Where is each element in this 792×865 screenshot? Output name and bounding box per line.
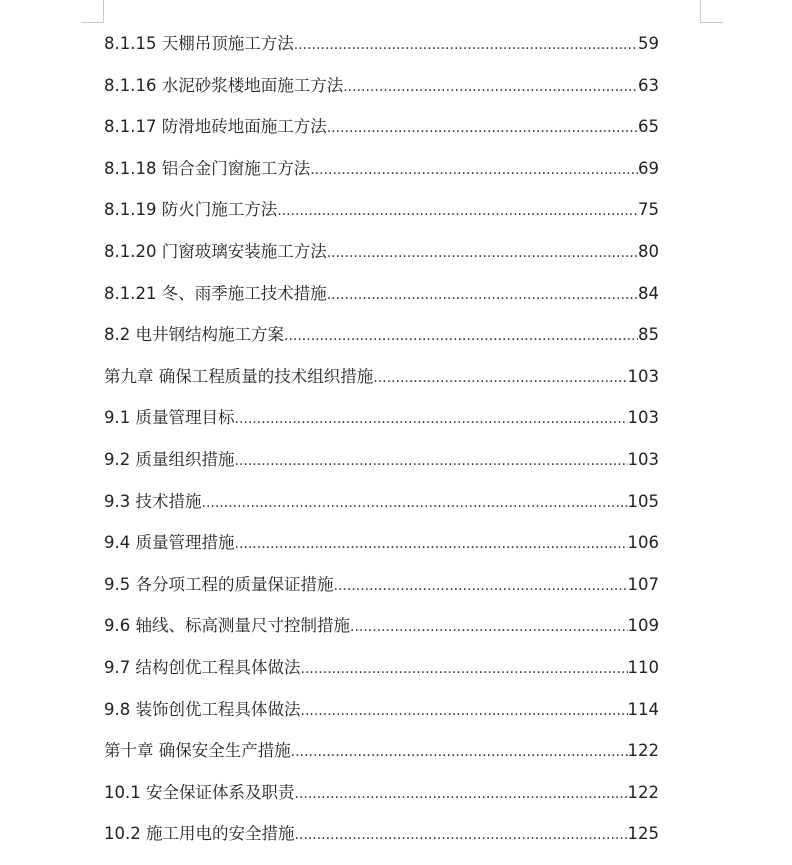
toc-entry[interactable] — [104, 106, 659, 148]
toc-entry-page: 114 — [627, 699, 659, 719]
toc-entry-title: 9.5 各分项工程的质量保证措施 — [104, 574, 334, 594]
toc-entry[interactable] — [104, 772, 659, 814]
toc-entry-page: 84 — [638, 283, 659, 303]
toc-entry-title: 8.1.15 天棚吊顶施工方法 — [104, 34, 294, 53]
toc-dot-leader — [294, 774, 627, 816]
toc-dot-leader — [294, 25, 638, 67]
toc-entry[interactable] — [104, 689, 659, 731]
toc-dot-leader — [294, 815, 627, 857]
toc-entry-title: 8.2 电井钢结构施工方案 — [104, 325, 284, 345]
toc-entry-title: 8.1.21 冬、雨季施工技术措施 — [104, 283, 327, 303]
toc-entry-page: 106 — [627, 533, 659, 553]
toc-entry[interactable] — [104, 813, 659, 855]
toc-dot-leader — [235, 441, 628, 483]
toc-entry-page: 59 — [638, 34, 659, 53]
toc-entry-title: 8.1.16 水泥砂浆楼地面施工方法 — [104, 75, 344, 95]
toc-dot-leader — [291, 732, 628, 774]
toc-entry-page: 69 — [638, 158, 659, 178]
toc-entry[interactable] — [104, 564, 659, 606]
toc-entry[interactable] — [104, 189, 659, 231]
toc-dot-leader — [327, 108, 638, 150]
toc-dot-leader — [301, 649, 628, 691]
toc-entry-title: 9.7 结构创优工程具体做法 — [104, 657, 301, 677]
toc-entry-title: 8.1.18 铝合金门窗施工方法 — [104, 158, 311, 178]
page-corner-mark-top-left — [81, 0, 104, 23]
toc-dot-leader — [373, 358, 627, 400]
toc-dot-leader — [277, 191, 638, 233]
toc-entry[interactable] — [104, 397, 659, 439]
toc-entry-title: 9.2 质量组织措施 — [104, 449, 235, 469]
toc-entry-page: 103 — [627, 366, 659, 386]
toc-entry-page: 75 — [638, 200, 659, 220]
toc-entry[interactable] — [104, 647, 659, 689]
toc-entry-title: 第十章 确保安全生产措施 — [104, 741, 291, 761]
toc-dot-leader — [343, 67, 638, 109]
toc-entry-title: 8.1.20 门窗玻璃安装施工方法 — [104, 241, 327, 261]
toc-entry-page: 110 — [627, 657, 659, 677]
toc-entry[interactable] — [104, 439, 659, 481]
toc-entry[interactable] — [104, 273, 659, 315]
toc-dot-leader — [327, 233, 638, 275]
toc-entry-title: 8.1.17 防滑地砖地面施工方法 — [104, 117, 327, 137]
toc-entry[interactable] — [104, 148, 659, 190]
toc-entry-title: 第九章 确保工程质量的技术组织措施 — [104, 366, 374, 386]
toc-entry[interactable] — [104, 23, 659, 65]
toc-entry-page: 122 — [627, 782, 659, 802]
toc-entry-page: 65 — [638, 117, 659, 137]
toc-entry-page: 109 — [627, 616, 659, 636]
toc-entry[interactable] — [104, 314, 659, 356]
toc-entry-page: 107 — [627, 574, 659, 594]
toc-entry[interactable] — [104, 65, 659, 107]
toc-entry-page: 125 — [627, 824, 659, 844]
toc-entry-title: 8.1.19 防火门施工方法 — [104, 200, 278, 220]
toc-entry[interactable] — [104, 730, 659, 772]
toc-dot-leader — [284, 316, 638, 358]
toc-dot-leader — [334, 566, 628, 608]
toc-entry-page: 122 — [627, 741, 659, 761]
toc-dot-leader — [235, 524, 628, 566]
toc-dot-leader — [327, 275, 638, 317]
toc-dot-leader — [350, 607, 628, 649]
toc-entry[interactable] — [104, 231, 659, 273]
toc-entry-title: 9.3 技术措施 — [104, 491, 202, 511]
toc-entry-page: 105 — [627, 491, 659, 511]
table-of-contents — [104, 23, 659, 855]
toc-dot-leader — [202, 483, 628, 525]
toc-entry-title: 9.8 装饰创优工程具体做法 — [104, 699, 301, 719]
toc-dot-leader — [235, 399, 628, 441]
toc-entry[interactable] — [104, 356, 659, 398]
toc-entry-title: 10.1 安全保证体系及职责 — [104, 782, 295, 802]
toc-entry-page: 85 — [638, 325, 659, 345]
toc-entry-page: 80 — [638, 241, 659, 261]
toc-dot-leader — [310, 150, 638, 192]
toc-dot-leader — [301, 691, 628, 733]
toc-entry[interactable] — [104, 481, 659, 523]
toc-entry-page: 63 — [638, 75, 659, 95]
page-corner-mark-top-right — [700, 0, 723, 23]
toc-entry-page: 103 — [627, 408, 659, 428]
toc-entry-title: 9.6 轴线、标高测量尺寸控制措施 — [104, 616, 350, 636]
toc-entry[interactable] — [104, 522, 659, 564]
toc-entry-title: 9.4 质量管理措施 — [104, 533, 235, 553]
toc-entry-title: 10.2 施工用电的安全措施 — [104, 824, 295, 844]
toc-entry[interactable] — [104, 605, 659, 647]
toc-entry-page: 103 — [627, 449, 659, 469]
toc-entry-title: 9.1 质量管理目标 — [104, 408, 235, 428]
